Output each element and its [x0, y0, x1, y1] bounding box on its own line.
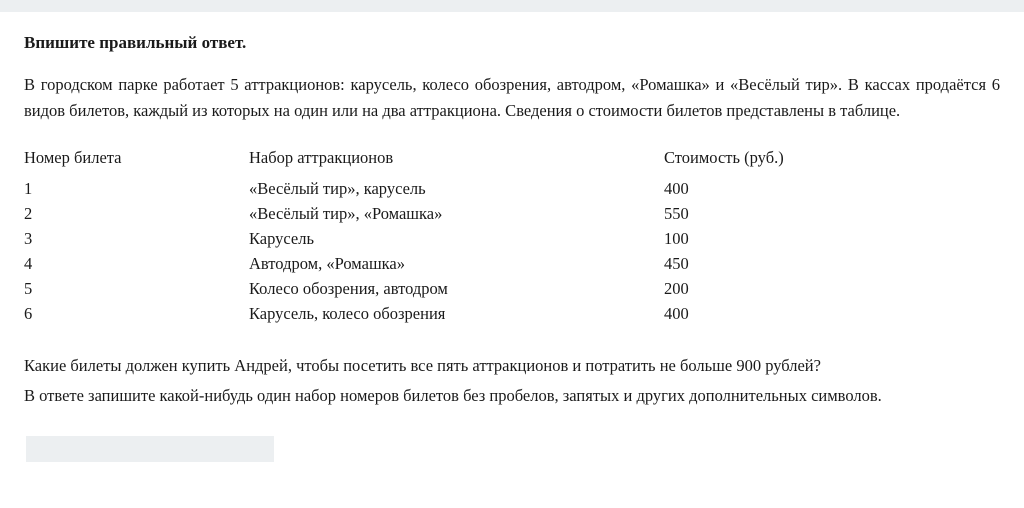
cell-ticket-number: 1	[24, 179, 33, 199]
task-title: Впишите правильный ответ.	[24, 33, 247, 52]
top-strip	[0, 0, 1024, 12]
cell-cost: 200	[664, 279, 689, 299]
cell-ticket-number: 4	[24, 254, 33, 274]
answer-input[interactable]	[26, 436, 274, 462]
document-page	[0, 12, 1024, 462]
task-intro-text: В городском парке работает 5 аттракционов: карусель, колесо обозрения, автодром, «Ромашка» и «Весёлый тир». В кассах продаётся 6 видов билетов, каждый из которых на один или на два аттракциона. Сведения о стоимости билетов представлены в таблице.	[24, 75, 1000, 120]
table-row	[24, 177, 1000, 202]
tickets-table	[24, 145, 1000, 327]
table-row	[24, 252, 1000, 277]
cell-cost: 400	[664, 304, 689, 324]
cell-attraction-set: Карусель	[249, 229, 315, 249]
table-row	[24, 277, 1000, 302]
cell-attraction-set: Автодром, «Ромашка»	[249, 254, 405, 274]
cell-cost: 450	[664, 254, 689, 274]
cell-cost: 550	[664, 204, 689, 224]
column-header-ticket-number: Номер билета	[24, 148, 122, 168]
cell-ticket-number: 3	[24, 229, 33, 249]
cell-cost: 400	[664, 179, 689, 199]
cell-ticket-number: 6	[24, 304, 33, 324]
cell-attraction-set: «Весёлый тир», «Ромашка»	[249, 204, 443, 224]
table-row	[24, 227, 1000, 252]
question-note-text: В ответе запишите какой-нибудь один набор номеров билетов без пробелов, запятых и других дополнительных символов.	[24, 385, 882, 405]
cell-cost: 100	[664, 229, 689, 249]
cell-ticket-number: 5	[24, 279, 33, 299]
column-header-cost: Стоимость (руб.)	[664, 148, 784, 168]
cell-ticket-number: 2	[24, 204, 33, 224]
table-row	[24, 302, 1000, 327]
table-row	[24, 202, 1000, 227]
table-header-row	[24, 145, 1000, 177]
question-text: Какие билеты должен купить Андрей, чтобы посетить все пять аттракционов и потратить не больше 900 рублей?	[24, 356, 821, 376]
cell-attraction-set: Колесо обозрения, автодром	[249, 279, 448, 299]
cell-attraction-set: Карусель, колесо обозрения	[249, 304, 446, 324]
cell-attraction-set: «Весёлый тир», карусель	[249, 179, 426, 199]
column-header-attraction-set: Набор аттракционов	[249, 148, 394, 168]
